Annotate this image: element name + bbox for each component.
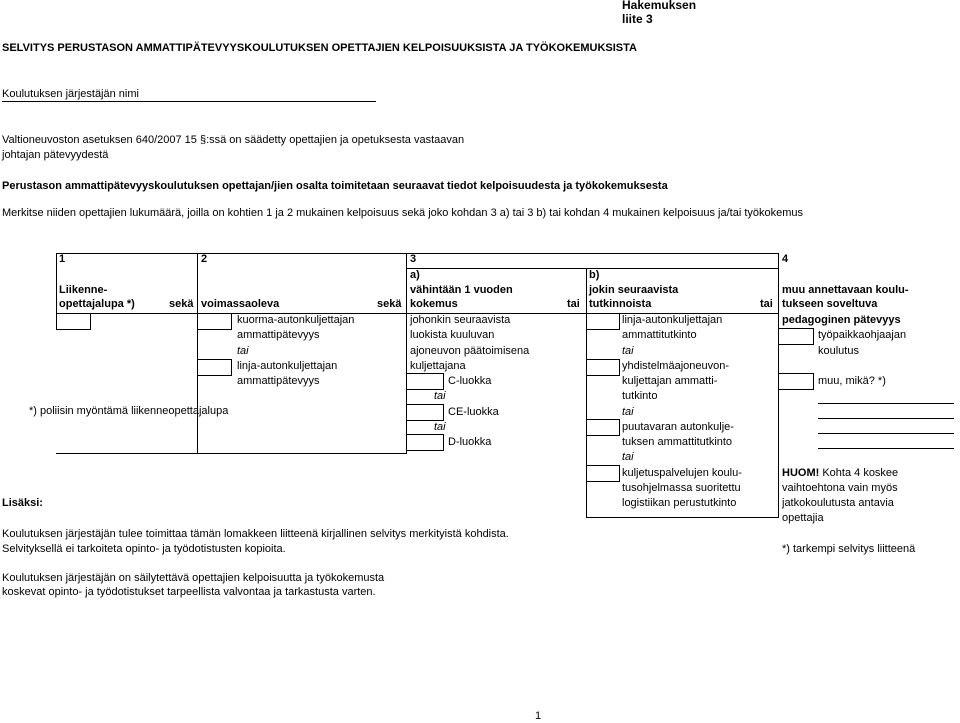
- col3b-line-12: tusohjelmassa suoritettu: [622, 482, 741, 494]
- col3b-line-3: tai: [622, 345, 634, 357]
- col4-option-1a: työpaikkaohjaajan: [818, 329, 907, 341]
- col4-other-line-1[interactable]: [818, 403, 954, 404]
- col3b-line-10: tai: [622, 451, 634, 463]
- table-bottom-left: [56, 453, 407, 454]
- col1-heading-1: Liikenne-: [59, 284, 108, 296]
- col3b-line-4: yhdistelmäajoneuvon-: [622, 360, 730, 372]
- col2-bus-count-input[interactable]: [197, 359, 232, 376]
- col3b-line-11: kuljetuspalvelujen koulu-: [622, 467, 742, 479]
- col3a-left-border: [406, 253, 407, 454]
- col4-number: 4: [782, 253, 789, 265]
- col4-heading-1: muu annettavaan koulu-: [782, 284, 909, 296]
- col3b-line-5: kuljettajan ammatti-: [622, 375, 718, 387]
- col3b-line-9: tuksen ammattitutkinto: [622, 436, 733, 448]
- col3a-ce-count-input[interactable]: [406, 404, 444, 421]
- col3b-timber-degree-input[interactable]: [586, 419, 620, 436]
- decree-line-1: Valtioneuvoston asetuksen 640/2007 15 §:ssä on säädetty opettajien ja opetuksesta vastaavan: [2, 134, 465, 146]
- col2-line-3: tai: [237, 345, 249, 357]
- col4-note-5: *) tarkempi selvitys liitteenä: [782, 543, 916, 555]
- note-1: Koulutuksen järjestäjän tulee toimittaa tämän lomakkeen liitteenä kirjallinen selvitys merkityistä kohdista.: [2, 528, 509, 540]
- col3a-heading-2: kokemus: [410, 298, 458, 310]
- col2-truck-count-input[interactable]: [197, 313, 232, 330]
- col3a-sub: a): [410, 269, 420, 281]
- note-4: koskevat opinto- ja työdotistukset tarpeellista valvontaa ja tarkastusta varten.: [2, 586, 376, 598]
- col3a-d-class: D-luokka: [448, 436, 492, 448]
- col3b-heading-1: jokin seuraavista: [589, 284, 679, 296]
- note-2: Selvityksellä ei tarkoiteta opinto- ja työdotistusten kopioita.: [2, 543, 286, 555]
- document-title: SELVITYS PERUSTASON AMMATTIPÄTEVYYSKOULUTUKSEN OPETTAJIEN KELPOISUUKSISTA JA TYÖKOKEMUKSISTA: [2, 42, 637, 54]
- col4-other-line-4[interactable]: [818, 448, 954, 449]
- col2-left-border: [197, 253, 198, 454]
- header-title: Hakemuksen: [622, 0, 697, 12]
- col4-other-input[interactable]: [778, 373, 814, 390]
- col3b-line-1: linja-autonkuljettajan: [622, 314, 723, 326]
- col1-number: 1: [59, 253, 66, 265]
- lisaksi-label: Lisäksi:: [2, 497, 43, 509]
- organizer-name-field[interactable]: [2, 101, 376, 102]
- col3a-heading-1: vähintään 1 vuoden: [410, 284, 513, 296]
- col3a-line-4: kuljettajana: [410, 360, 466, 372]
- col1-heading-2: opettajalupa *): [59, 298, 135, 310]
- conj-tai-1: tai: [567, 298, 580, 310]
- col4-heading-3: pedagoginen pätevyys: [782, 314, 901, 326]
- conj-seka-1: sekä: [169, 298, 194, 310]
- huom-text: Kohta 4 koskee: [819, 467, 899, 479]
- organizer-label: Koulutuksen järjestäjän nimi: [2, 88, 139, 100]
- col4-note-3: jatkokoulutusta antavia: [782, 497, 894, 509]
- col1-left-border: [56, 253, 57, 314]
- col3b-combination-degree-input[interactable]: [586, 359, 620, 376]
- col3a-tai-2: tai: [434, 421, 446, 433]
- col4-other-line-3[interactable]: [818, 433, 954, 434]
- instruction-text: Merkitse niiden opettajien lukumäärä, joilla on kohtien 1 ja 2 mukainen kelpoisuus sekä joko kohdan 3 a) tai 3 b) tai kohdan 4 mukainen kelpoisuus ja/tai työkokemus: [2, 207, 804, 219]
- col3b-line-2: ammattitutkinto: [622, 329, 697, 341]
- col3b-sub: b): [589, 269, 600, 281]
- col3b-line-13: logistiikan perustutkinto: [622, 497, 737, 509]
- col4-heading-2: tukseen soveltuva: [782, 298, 878, 310]
- col4-note-1: [782, 467, 898, 480]
- col3b-logistics-degree-input[interactable]: [586, 465, 620, 482]
- note-3: Koulutuksen järjestäjän on säilytettävä opettajien kelpoisuutta ja työkokemusta: [2, 572, 385, 584]
- col4-option-2: muu, mikä? *): [818, 375, 886, 387]
- header-attachment: liite 3: [622, 12, 653, 26]
- col3a-tai-1: tai: [434, 390, 446, 402]
- col3a-ce-class: CE-luokka: [448, 406, 499, 418]
- decree-line-2: johtajan pätevyydestä: [2, 149, 109, 161]
- col3a-line-3: ajoneuvon päätoimisena: [410, 345, 530, 357]
- table-top-border: [56, 253, 779, 254]
- col4-other-line-2[interactable]: [818, 418, 954, 419]
- col3a-c-count-input[interactable]: [406, 373, 444, 390]
- col1-count-input[interactable]: [56, 313, 91, 330]
- col3b-heading-2: tutkinnoista: [589, 298, 652, 310]
- col3a-c-class: C-luokka: [448, 375, 492, 387]
- col3b-bus-degree-input[interactable]: [586, 313, 620, 330]
- conj-seka-2: sekä: [377, 298, 402, 310]
- col3-number: 3: [410, 253, 417, 265]
- col2-line-1: kuorma-autonkuljettajan: [237, 314, 355, 326]
- col4-note-4: opettajia: [782, 512, 824, 524]
- info-heading: Perustason ammattipätevyyskoulutuksen opettajan/jien osalta toimitetaan seuraavat tiedot kelpoisuudesta ja työkokemuksesta: [2, 180, 668, 192]
- col3b-line-6: tutkinto: [622, 390, 658, 402]
- col4-workplace-instructor-input[interactable]: [778, 328, 814, 345]
- col2-line-4: linja-autonkuljettajan: [237, 360, 338, 372]
- col2-line-5: ammattipätevyys: [237, 375, 320, 387]
- col3b-line-8: puutavaran autonkulje-: [622, 421, 734, 433]
- col2-number: 2: [201, 253, 208, 265]
- col3a-line-1: johonkin seuraavista: [410, 314, 511, 326]
- col3b-line-7: tai: [622, 406, 634, 418]
- col1-footnote: *) poliisin myöntämä liikenneopettajalupa: [29, 405, 229, 417]
- col2-heading: voimassaoleva: [201, 298, 280, 310]
- col4-option-1b: koulutus: [818, 345, 859, 357]
- col3a-d-count-input[interactable]: [406, 434, 444, 451]
- col3a-line-2: luokista kuuluvan: [410, 329, 495, 341]
- page-number: 1: [535, 710, 542, 722]
- col4-note-2: vaihtoehtona vain myös: [782, 482, 898, 494]
- huom-label: HUOM!: [782, 467, 820, 479]
- table-bottom-right: [586, 517, 779, 518]
- col2-line-2: ammattipätevyys: [237, 329, 320, 341]
- conj-tai-2: tai: [760, 298, 773, 310]
